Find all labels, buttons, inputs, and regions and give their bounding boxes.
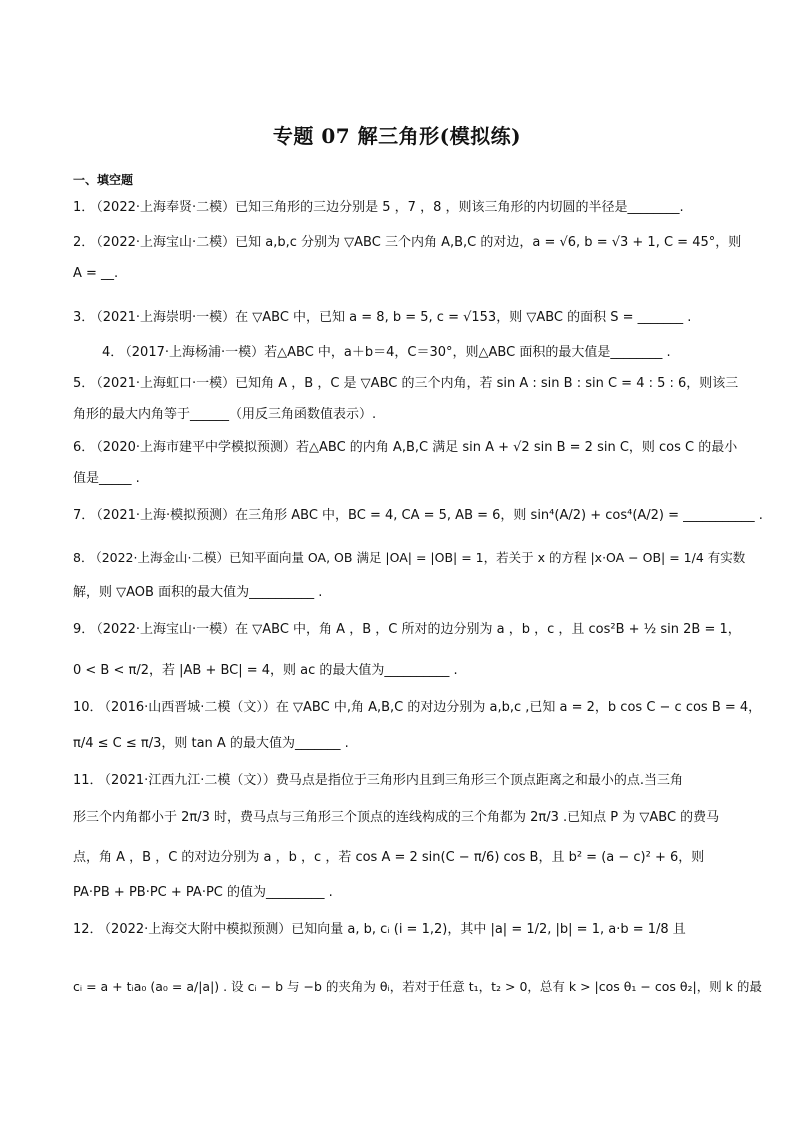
question-8-line-2: 解，则 ▽AOB 面积的最大值为__________ . <box>73 585 323 600</box>
question-12-line-2: cᵢ = a + tᵢa₀ (a₀ = a/|a|) . 设 cᵢ − b 与 −b 的夹角为 θᵢ，若对于任意 t₁，t₂ > 0，总有 k > |cos θ₁ − cos θ₂|，则 k 的最 <box>73 979 762 994</box>
question-number: 8． <box>73 550 94 565</box>
question-text: （2021·上海·模拟预测）在三角形 ABC 中，BC = 4, CA = 5, AB = 6，则 sin⁴(A/2) + cos⁴(A/2) = ___________ . <box>96 508 763 523</box>
question-text: （2022·上海宝山·二模）已知 a,b,c 分别为 ▽ABC 三个内角 A,B,C 的对边，a = √6, b = √3 + 1, C = 45°，则 <box>96 235 742 250</box>
question-number: 12． <box>73 922 103 937</box>
question-11-line-2: 形三个内角都小于 2π/3 时，费马点与三角形三个顶点的连线构成的三个角都为 2π/3 .已知点 P 为 ▽ABC 的费马 <box>73 810 720 825</box>
question-text: （2022·上海宝山·一模）在 ▽ABC 中，角 A ，B ，C 所对的边分别为 a ，b ，c ，且 cos²B + ½ sin 2B = 1， <box>96 622 741 637</box>
question-11 <box>73 770 723 792</box>
question-number: 6． <box>73 440 95 455</box>
question-4 <box>102 342 752 364</box>
question-number: 4． <box>102 345 124 360</box>
question-10-line-2: π/4 ≤ C ≤ π/3，则 tan A 的最大值为_______ . <box>73 736 349 751</box>
question-text: （2016·山西晋城·二模（文））在 ▽ABC 中,角 A,B,C 的对边分别为 a,b,c ,已知 a = 2，b cos C − c cos B = 4， <box>104 700 762 715</box>
question-text: （2022·上海交大附中模拟预测）已知向量 a, b, cᵢ (i = 1,2)，其中 |a| = 1/2, |b| = 1, a·b = 1/8 且 <box>104 922 686 937</box>
question-5-line-2: 角形的最大内角等于______（用反三角函数值表示）. <box>73 407 377 422</box>
page-title: 专题 07 解三角形(模拟练) <box>272 124 522 148</box>
question-number: 5． <box>73 376 95 391</box>
question-9-line-2: 0 < B < π/2，若 |AB + BC| = 4，则 ac 的最大值为__________ . <box>73 663 458 678</box>
question-10 <box>73 697 762 719</box>
question-text: （2017·上海杨浦·一模）若△ABC 中，a＋b＝4，C＝30°，则△ABC 面积的最大值是________ . <box>125 345 671 360</box>
section-heading: 一、填空题 <box>73 173 134 187</box>
question-1 <box>73 197 723 219</box>
question-number: 11． <box>73 773 103 788</box>
question-6 <box>73 437 738 459</box>
question-text: （2022·上海奉贤·二模）已知三角形的三边分别是 5 ，7 ，8 ，则该三角形的内切圆的半径是________. <box>96 200 684 215</box>
question-number: 1． <box>73 200 95 215</box>
question-text: （2021·江西九江·二模（文））费马点是指位于三角形内且到三角形三个顶点距离之和最小的点.当三角 <box>104 773 684 788</box>
question-6-line-2: 值是_____ . <box>73 471 140 486</box>
question-12 <box>73 919 723 941</box>
question-number: 2． <box>73 235 95 250</box>
question-number: 10． <box>73 700 103 715</box>
question-text: （2022·上海金山·二模）已知平面向量 OA, OB 满足 |OA| = |OB| = 1，若关于 x 的方程 |x·OA − OB| = 1/4 有实数 <box>95 550 746 565</box>
question-7 <box>73 505 763 527</box>
question-5 <box>73 373 739 395</box>
question-11-line-3: 点，角 A ，B ，C 的对边分别为 a ，b ，c ，若 cos A = 2 sin(C − π/6) cos B，且 b² = (a − c)² + 6，则 <box>73 850 705 865</box>
question-number: 9． <box>73 622 95 637</box>
question-8 <box>73 547 746 569</box>
question-2-line-2: A = __. <box>73 266 119 281</box>
question-number: 7． <box>73 508 95 523</box>
question-number: 3． <box>73 310 95 325</box>
question-11-line-4: PA·PB + PB·PC + PA·PC 的值为_________ . <box>73 885 333 900</box>
question-9 <box>73 619 741 641</box>
question-3 <box>73 307 723 329</box>
question-2 <box>73 232 742 254</box>
question-text: （2021·上海虹口·一模）已知角 A ，B ，C 是 ▽ABC 的三个内角，若 sin A : sin B : sin C = 4 : 5 : 6，则该三 <box>96 376 739 391</box>
question-text: （2020·上海市建平中学模拟预测）若△ABC 的内角 A,B,C 满足 sin A + √2 sin B = 2 sin C，则 cos C 的最小 <box>96 440 738 455</box>
question-text: （2021·上海崇明·一模）在 ▽ABC 中，已知 a = 8, b = 5, c = √153，则 ▽ABC 的面积 S = _______ . <box>96 310 692 325</box>
